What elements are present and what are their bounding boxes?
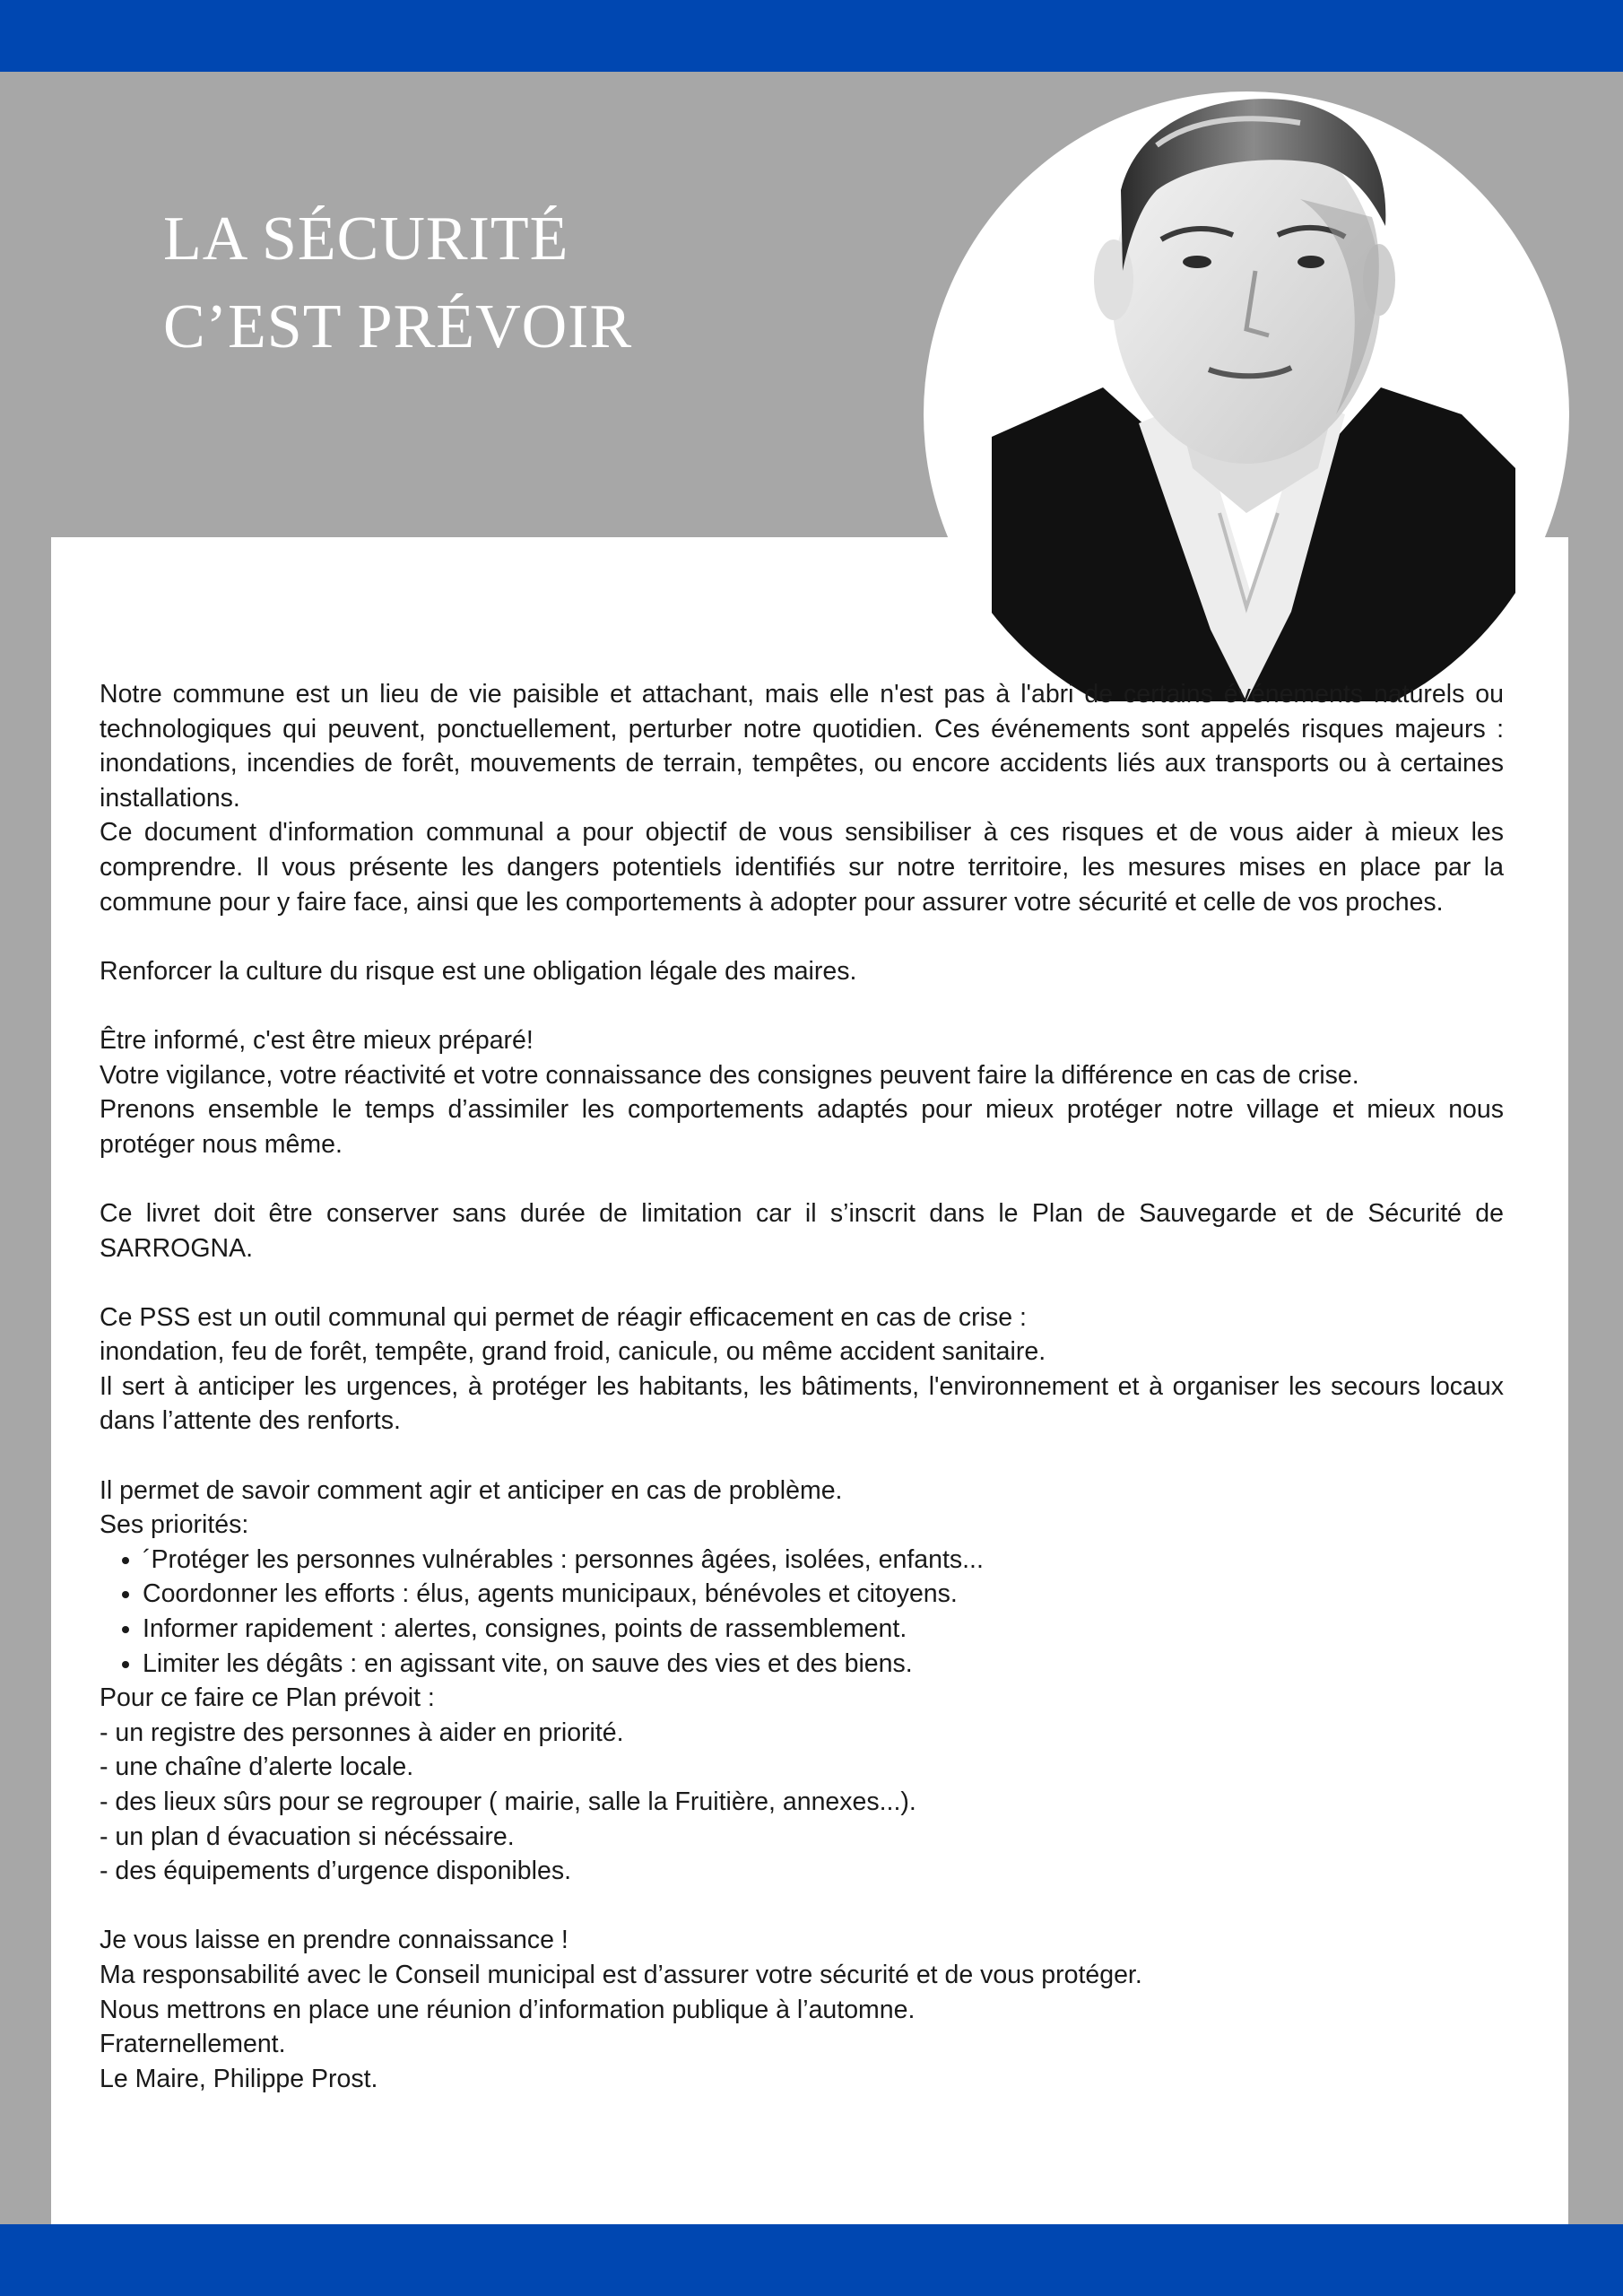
list-item: • Informer rapidement : alertes, consignes, points de rassemblement. (143, 1612, 1504, 1647)
list-item: • Coordonner les efforts : élus, agents municipaux, bénévoles et citoyens. (143, 1577, 1504, 1612)
paragraph: Votre vigilance, votre réactivité et votre connaissance des consignes peuvent faire la différence en cas de crise. (100, 1060, 1359, 1090)
paragraph: Ce livret doit être conserver sans durée de limitation car il s’inscrit dans le Plan de Sauvegarde et de Sécurité de SARROGNA. (100, 1198, 1504, 1263)
paragraph: Ses priorités: (100, 1510, 249, 1540)
paragraph: Il permet de savoir comment agir et anticiper en cas de problème. (100, 1475, 843, 1505)
paragraph: Ce document d'information communal a pour objectif de vous sensibiliser à ces risques et de vous aider à mieux les comprendre. Il vous présente les dangers potentiels identifiés sur notre territoire, les mesures mises en place par la commune pour y faire face, ainsi que les comportements à adopter pour assurer votre sécurité et celle de vos proches. (100, 818, 1504, 917)
paragraph: Renforcer la culture du risque est une obligation légale des maires. (100, 956, 857, 986)
list-item: • ´Protéger les personnes vulnérables : personnes âgées, isolées, enfants... (143, 1543, 1504, 1578)
plan-item: - une chaîne d’alerte locale. (100, 1752, 414, 1782)
closing-line: Nous mettrons en place une réunion d’information publique à l’automne. (100, 1995, 916, 2024)
signature-line: Le Maire, Philippe Prost. (100, 2064, 378, 2093)
paragraph: Il sert à anticiper les urgences, à protéger les habitants, les bâtiments, l'environnement et à organiser les secours locaux dans l’attente des renforts. (100, 1371, 1504, 1436)
paragraph: inondation, feu de forêt, tempête, grand froid, canicule, ou même accident sanitaire. (100, 1337, 1046, 1367)
letter-body (100, 677, 1504, 2096)
title-line-1: LA SÉCURITÉ (163, 204, 569, 274)
plan-item: - un plan d évacuation si nécéssaire. (100, 1822, 515, 1851)
plan-item: - un registre des personnes à aider en priorité. (100, 1718, 624, 1747)
paragraph: Notre commune est un lieu de vie paisible et attachant, mais elle n'est pas à l'abri de certains événements naturels ou technologiques qui peuvent, ponctuellement, perturber notre quotidien. Ces événements sont appelés risques majeurs : inondations, incendies de forêt, mouvements de terrain, tempêtes, ou encore accidents liés aux transports ou à certaines installations. (100, 680, 1504, 813)
closing-line: Ma responsabilité avec le Conseil municipal est d’assurer votre sécurité et de vous protéger. (100, 1960, 1142, 1989)
plan-item: - des lieux sûrs pour se regrouper ( mairie, salle la Fruitière, annexes...). (100, 1787, 916, 1816)
title-line-2: C’EST PRÉVOIR (163, 292, 633, 361)
page-title (163, 196, 632, 371)
paragraph: Être informé, c'est être mieux préparé! (100, 1025, 534, 1055)
mayor-portrait-photo (924, 91, 1569, 737)
list-item: • Limiter les dégâts : en agissant vite, on sauve des vies et des biens. (143, 1647, 1504, 1682)
closing-line: Je vous laisse en prendre connaissance ! (100, 1926, 568, 1955)
priorities-list (100, 1543, 1504, 1681)
paragraph: Pour ce faire ce Plan prévoit : (100, 1683, 435, 1713)
plan-item: - des équipements d’urgence disponibles. (100, 1857, 571, 1886)
top-blue-band (0, 0, 1623, 72)
closing-line: Fraternellement. (100, 2030, 286, 2059)
portrait-frame (924, 91, 1569, 737)
bottom-blue-band (0, 2224, 1623, 2296)
paragraph: Ce PSS est un outil communal qui permet de réagir efficacement en cas de crise : (100, 1302, 1027, 1332)
paragraph: Prenons ensemble le temps d’assimiler les comportements adaptés pour mieux protéger notre village et mieux nous protéger nous même. (100, 1095, 1504, 1159)
